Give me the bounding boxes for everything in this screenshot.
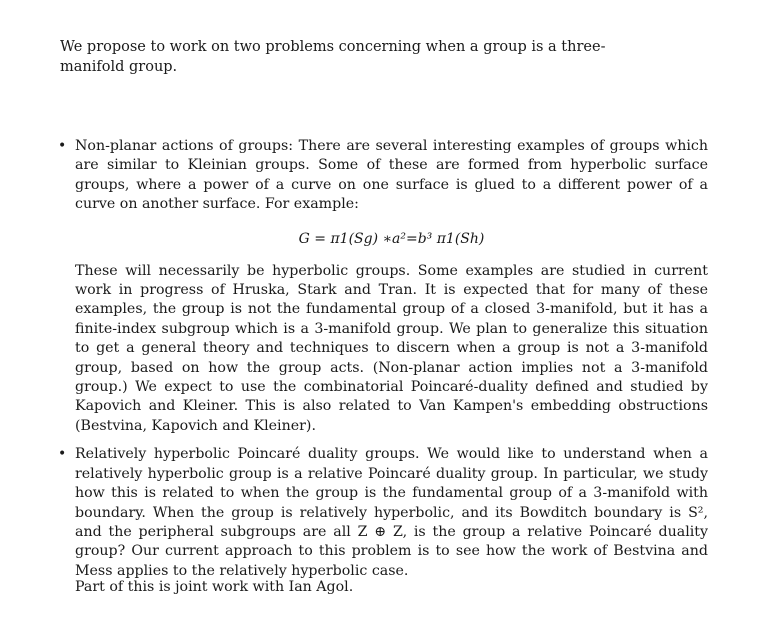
item-follow-paragraph: These will necessarily be hyperbolic groups. Some examples are studied in current work in progress of Hruska, Stark and Tran. It is expected that for many of these examples, the group is not the fundamental group of a closed 3-manifold, but it has a finite-index subgroup which is a 3-manifold group. We plan to generalize this situation to get a general theory and techniques to discern when a group is not a 3-manifold group, based on how the group acts. (Non-planar action implies not a 3-manifold group.) We expect to use the combinatorial Poincaré-duality defined and studied by Kapovich and Kleiner. This is also related to Van Kampen's embedding obstructions (Bestvina, Kapovich and Kleiner). — [75, 262, 708, 434]
item-lead-paragraph: Non-planar actions of groups: There are several interesting examples of groups which are similar to Kleinian groups. Some of these are formed from hyperbolic surface groups, where a power of a curve on one surface is glued to a different power of a curve on another surface. For example: — [75, 138, 708, 213]
closing-paragraph: Part of this is joint work with Ian Agol. — [75, 579, 354, 596]
bullet-marker: • — [58, 446, 67, 463]
intro-paragraph: We propose to work on two problems concerning when a group is a three-manifold group. — [60, 38, 606, 75]
list-item-relative-poincare-duality — [58, 445, 708, 581]
item-lead-paragraph: Relatively hyperbolic Poincaré duality groups. We would like to understand when a relatively hyperbolic group is a relative Poincaré duality group. In particular, we study how this is related to when the group is the fundamental group of a 3-manifold with boundary. When the group is relatively hyperbolic, and its Bowditch boundary is S², and the peripheral subgroups are all Z ⊕ Z, is the group a relative Poincaré duality group? Our current approach to this problem is to see how the work of Bestvina and Mess applies to the relatively hyperbolic case. — [75, 446, 708, 579]
list-item-non-planar-actions — [58, 137, 708, 436]
formula: G = π1(Sg) ∗a²=b³ π1(Sh) — [298, 230, 485, 247]
problem-list — [58, 137, 708, 581]
bullet-marker: • — [58, 138, 67, 154]
